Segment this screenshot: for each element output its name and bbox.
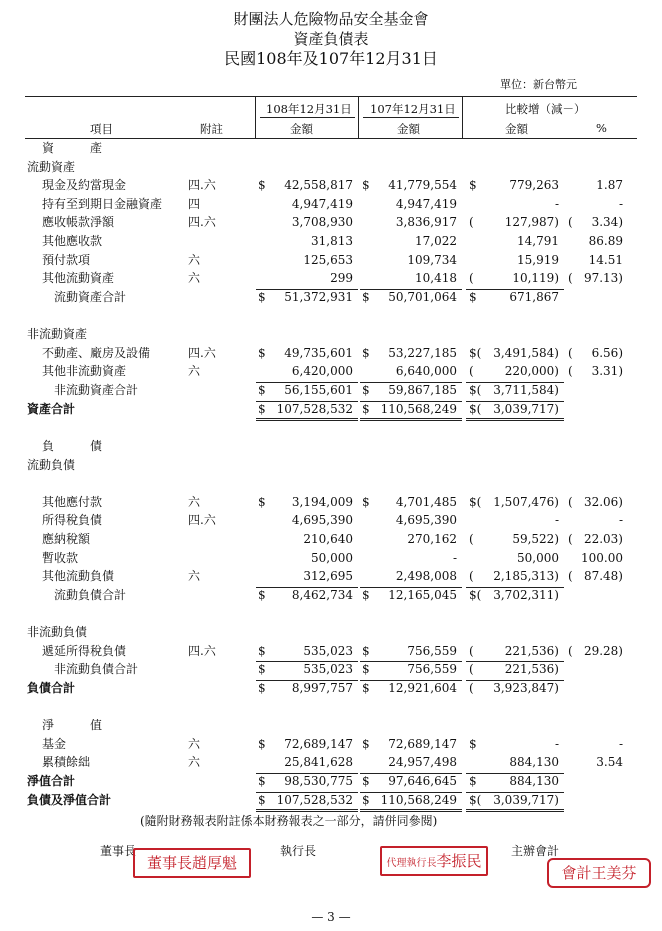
subtotal-rule [466,773,564,774]
dollar-sign: $ [258,345,266,360]
row-label: 預付款項 [42,252,91,267]
change-amount: 50,000 [517,550,559,565]
subtotal-rule [256,587,358,588]
change-percent: 87.48) [583,569,623,584]
total-double-rule [360,420,462,421]
dollar-sign: ( [469,364,474,379]
dollar-sign: $ [258,792,266,807]
change-percent: 14.51 [588,252,623,267]
total-double-rule [466,811,564,812]
amount-2018: 59,867,185 [388,383,457,398]
row-note: 四.六 [188,513,216,528]
row-note: 四 [188,196,201,211]
subtotal-rule [256,401,358,402]
subtotal-rule [466,792,564,793]
change-percent: - [618,736,623,751]
total-double-rule [466,809,564,810]
amount-2019: 25,841,628 [284,755,353,770]
subtotal-rule [466,587,564,588]
paren: ( [568,215,573,230]
amount-2018: 3,836,917 [395,215,457,230]
amount-2019: 107,528,532 [276,792,353,807]
page-number: — 3 — [311,910,351,924]
row-note: 六 [188,736,201,751]
change-amount: 15,919 [517,252,559,267]
amount-2018: 2,498,008 [395,569,457,584]
amount-2018: 17,022 [415,234,457,249]
dollar-sign: $ [362,680,370,695]
change-amount: 1,507,476) [493,494,559,509]
dollar-sign: $ [258,178,266,193]
row-label: 其他應付款 [42,494,103,509]
dollar-sign: ( [469,532,474,547]
row-label: 基金 [42,736,67,751]
accountant-label: 主辦會計 [511,844,560,858]
dollar-sign: $ [258,736,266,751]
dollar-sign: ( [469,569,474,584]
amount-2018: 4,947,419 [395,196,457,211]
subtotal-rule [256,289,358,290]
currency-unit: 單位：新台幣元 [500,78,577,91]
dollar-sign: $ [362,587,370,602]
row-label: 所得稅負債 [42,513,103,528]
dollar-sign: $ [362,289,370,304]
dollar-sign: ( [469,643,474,658]
row-label: 淨 值 [42,718,103,733]
amount-2018: 756,559 [407,662,457,677]
change-amount: 59,522) [512,532,559,547]
change-percent: 32.06) [583,494,623,509]
amount-2019: 6,420,000 [291,364,353,379]
paren: ( [568,494,573,509]
row-label: 非流動負債 [27,625,88,640]
subtotal-rule [256,382,358,383]
row-label: 流動負債 [27,457,76,472]
amount-2018: 6,640,000 [395,364,457,379]
row-note: 四.六 [188,178,216,193]
ceo-seal [380,846,488,876]
row-label: 遞延所得稅負債 [42,643,127,658]
amount-2018: 4,695,390 [395,513,457,528]
paren: ( [568,532,573,547]
change-percent: 3.31) [591,364,623,379]
amount-2019: 50,000 [311,550,353,565]
subtotal-rule [466,382,564,383]
amount-2018: 97,646,645 [388,774,457,789]
row-label: 不動產、廠房及設備 [42,345,151,360]
change-amount: 3,711,584) [493,383,559,398]
change-percent: 86.89 [588,234,623,249]
subtotal-rule [360,382,462,383]
row-note: 六 [188,755,201,770]
change-percent: 6.56) [591,345,623,360]
total-double-rule [256,420,358,421]
dollar-sign: $ [362,662,370,677]
change-amount: 884,130 [509,755,559,770]
subtotal-rule [360,773,462,774]
amount-2019: 210,640 [303,532,353,547]
amount-2019: 56,155,601 [284,383,353,398]
subtotal-rule [256,680,358,681]
amount-2018: 756,559 [407,643,457,658]
statement-name: 資產負債表 [293,30,369,48]
dollar-sign: $( [469,792,482,807]
header-amount-2018: 金額 [397,122,420,136]
dollar-sign: $ [362,178,370,193]
dollar-sign: ( [469,215,474,230]
change-percent: 100.00 [581,550,623,565]
row-label: 非流動資產 [27,327,88,342]
dollar-sign: $ [469,289,477,304]
ceo-seal-name: 李振民 [436,852,482,870]
amount-2018: 50,701,064 [388,289,457,304]
dollar-sign: $ [258,774,266,789]
amount-2018: 12,165,045 [388,587,457,602]
header-period-2018: 107年12月31日 [370,102,456,116]
amount-2018: 110,568,249 [380,792,457,807]
dollar-sign: $ [362,345,370,360]
amount-2019: 4,947,419 [291,196,353,211]
row-label: 流動負債合計 [54,587,127,602]
dollar-sign: $ [469,736,477,751]
amount-2019: 3,708,930 [291,215,353,230]
dollar-sign: $ [469,774,477,789]
dollar-sign: $( [469,383,482,398]
amount-2018: 41,779,554 [388,178,457,193]
subtotal-rule [360,289,462,290]
subtotal-rule [256,661,358,662]
subtotal-rule [256,792,358,793]
change-amount: 127,987) [504,215,559,230]
dollar-sign: $( [469,587,482,602]
amount-2019: 107,528,532 [276,401,353,416]
change-percent: - [618,513,623,528]
total-double-rule [256,418,358,419]
change-amount: 884,130 [509,774,559,789]
header-change-amount: 金額 [505,122,528,136]
dollar-sign: $( [469,345,482,360]
amount-2019: 31,813 [311,234,353,249]
subtotal-rule [466,661,564,662]
dollar-sign: $( [469,494,482,509]
row-note: 六 [188,569,201,584]
row-label: 持有至到期日金融資產 [42,196,163,211]
row-label: 資 產 [42,141,103,155]
row-note: 四.六 [188,643,216,658]
header-sub-rule [260,117,355,118]
header-col-divider [255,96,256,138]
ceo-label: 執行長 [280,844,317,858]
dollar-sign: $ [362,494,370,509]
change-amount: 14,791 [517,234,559,249]
dollar-sign: $ [469,178,477,193]
header-col-divider [358,96,359,138]
change-percent: 1.87 [596,178,623,193]
dollar-sign: $ [258,587,266,602]
chairman-seal: 董事長趙厚魁 [133,848,251,878]
change-amount: - [554,196,559,211]
row-label: 流動資產 [27,159,76,174]
header-change: 比較增（減－） [505,102,586,116]
subtotal-rule [360,401,462,402]
change-amount: 3,702,311) [493,587,559,602]
dollar-sign: $ [258,401,266,416]
header-sub-rule [363,117,459,118]
change-amount: 3,039,717) [493,792,559,807]
amount-2018: 4,701,485 [395,494,457,509]
change-amount: 3,491,584) [493,345,559,360]
row-label: 其他流動負債 [42,569,115,584]
row-note: 六 [188,364,201,379]
row-label: 負債合計 [27,680,76,695]
change-amount: 220,000) [504,364,559,379]
amount-2019: 49,735,601 [284,345,353,360]
dollar-sign: ( [469,680,474,695]
change-percent: 22.03) [583,532,623,547]
change-amount: 10,119) [512,271,559,286]
change-percent: 97.13) [583,271,623,286]
change-percent: 3.34) [591,215,623,230]
footnote: (隨附財務報表附註係本財務報表之一部分，請併同參閱) [140,814,438,828]
paren: ( [568,345,573,360]
change-amount: 221,536) [504,662,559,677]
dollar-sign: $ [258,643,266,658]
amount-2018: 12,921,604 [388,680,457,695]
change-percent: - [618,196,623,211]
row-note: 六 [188,494,201,509]
row-label: 非流動負債合計 [54,662,139,677]
header-note: 附註 [200,122,223,136]
amount-2018: 72,689,147 [388,736,457,751]
dollar-sign: $ [362,383,370,398]
amount-2019: 312,695 [303,569,353,584]
total-double-rule [360,809,462,810]
dollar-sign: $ [362,643,370,658]
header-col-divider [462,96,463,138]
change-amount: 221,536) [504,643,559,658]
amount-2019: 3,194,009 [291,494,353,509]
paren: ( [568,569,573,584]
change-amount: 3,039,717) [493,401,559,416]
amount-2018: 53,227,185 [388,345,457,360]
org-name: 財團法人危險物品安全基金會 [233,10,429,28]
amount-2018: 110,568,249 [380,401,457,416]
paren: ( [568,364,573,379]
dollar-sign: $ [258,680,266,695]
row-label: 其他流動資產 [42,271,115,286]
total-double-rule [256,809,358,810]
row-note: 六 [188,252,201,267]
row-label: 暫收款 [42,550,79,565]
total-double-rule [360,418,462,419]
amount-2019: 535,023 [303,662,353,677]
row-note: 四.六 [188,215,216,230]
amount-2019: 51,372,931 [284,289,353,304]
dollar-sign: $ [258,383,266,398]
dollar-sign: $ [258,662,266,677]
dollar-sign: $ [362,774,370,789]
ceo-seal-title: 代理執行長 [386,858,437,869]
subtotal-rule [360,587,462,588]
subtotal-rule [256,773,358,774]
amount-2019: 98,530,775 [284,774,353,789]
row-label: 負 債 [42,438,103,453]
header-percent: % [596,121,607,135]
amount-2018: 10,418 [415,271,457,286]
header-period-2019: 108年12月31日 [266,102,352,116]
row-label: 其他非流動資產 [42,364,127,379]
statement-date: 民國108年及107年12月31日 [224,49,438,68]
dollar-sign: ( [469,271,474,286]
change-amount: 671,867 [509,289,559,304]
row-label: 負債及淨值合計 [27,792,112,807]
change-amount: 3,923,847) [493,680,559,695]
header-amount-2019: 金額 [290,122,313,136]
dollar-sign: $( [469,401,482,416]
total-double-rule [466,418,564,419]
accountant-seal: 會計王美芬 [547,858,651,888]
amount-2018: 109,734 [407,252,457,267]
change-percent: 29.28) [583,643,623,658]
row-label: 現金及約當現金 [42,178,127,193]
row-label: 淨值合計 [27,774,76,789]
row-label: 流動資產合計 [54,289,127,304]
amount-2019: 299 [330,271,353,286]
amount-2019: 125,653 [303,252,353,267]
dollar-sign: $ [362,401,370,416]
subtotal-rule [360,680,462,681]
amount-2018: 24,957,498 [388,755,457,770]
subtotal-rule [466,401,564,402]
change-amount: 2,185,313) [493,569,559,584]
row-label: 資產合計 [27,401,76,416]
header-bottom-rule [25,138,637,139]
row-label: 其他應收款 [42,234,103,249]
total-double-rule [466,420,564,421]
dollar-sign: $ [362,792,370,807]
dollar-sign: $ [362,736,370,751]
amount-2019: 72,689,147 [284,736,353,751]
row-label: 應收帳款淨額 [42,215,115,230]
paren: ( [568,271,573,286]
subtotal-rule [360,661,462,662]
subtotal-rule [466,289,564,290]
row-note: 六 [188,271,201,286]
header-top-rule [25,96,637,97]
dollar-sign: $ [258,494,266,509]
amount-2018: 270,162 [407,532,457,547]
amount-2018: - [452,550,457,565]
subtotal-rule [466,680,564,681]
row-label: 累積餘絀 [42,755,91,770]
subtotal-rule [360,792,462,793]
dollar-sign: ( [469,662,474,677]
header-item: 項目 [90,122,113,136]
amount-2019: 42,558,817 [284,178,353,193]
row-label: 應納稅額 [42,532,91,547]
change-amount: - [554,736,559,751]
amount-2019: 8,997,757 [291,680,353,695]
amount-2019: 8,462,734 [291,587,353,602]
chairman-label: 董事長 [100,844,137,858]
change-amount: - [554,513,559,528]
amount-2019: 4,695,390 [291,513,353,528]
row-note: 四.六 [188,345,216,360]
dollar-sign: $ [258,289,266,304]
row-label: 非流動資產合計 [54,383,139,398]
amount-2019: 535,023 [303,643,353,658]
change-amount: 779,263 [509,178,559,193]
change-percent: 3.54 [596,755,623,770]
paren: ( [568,643,573,658]
